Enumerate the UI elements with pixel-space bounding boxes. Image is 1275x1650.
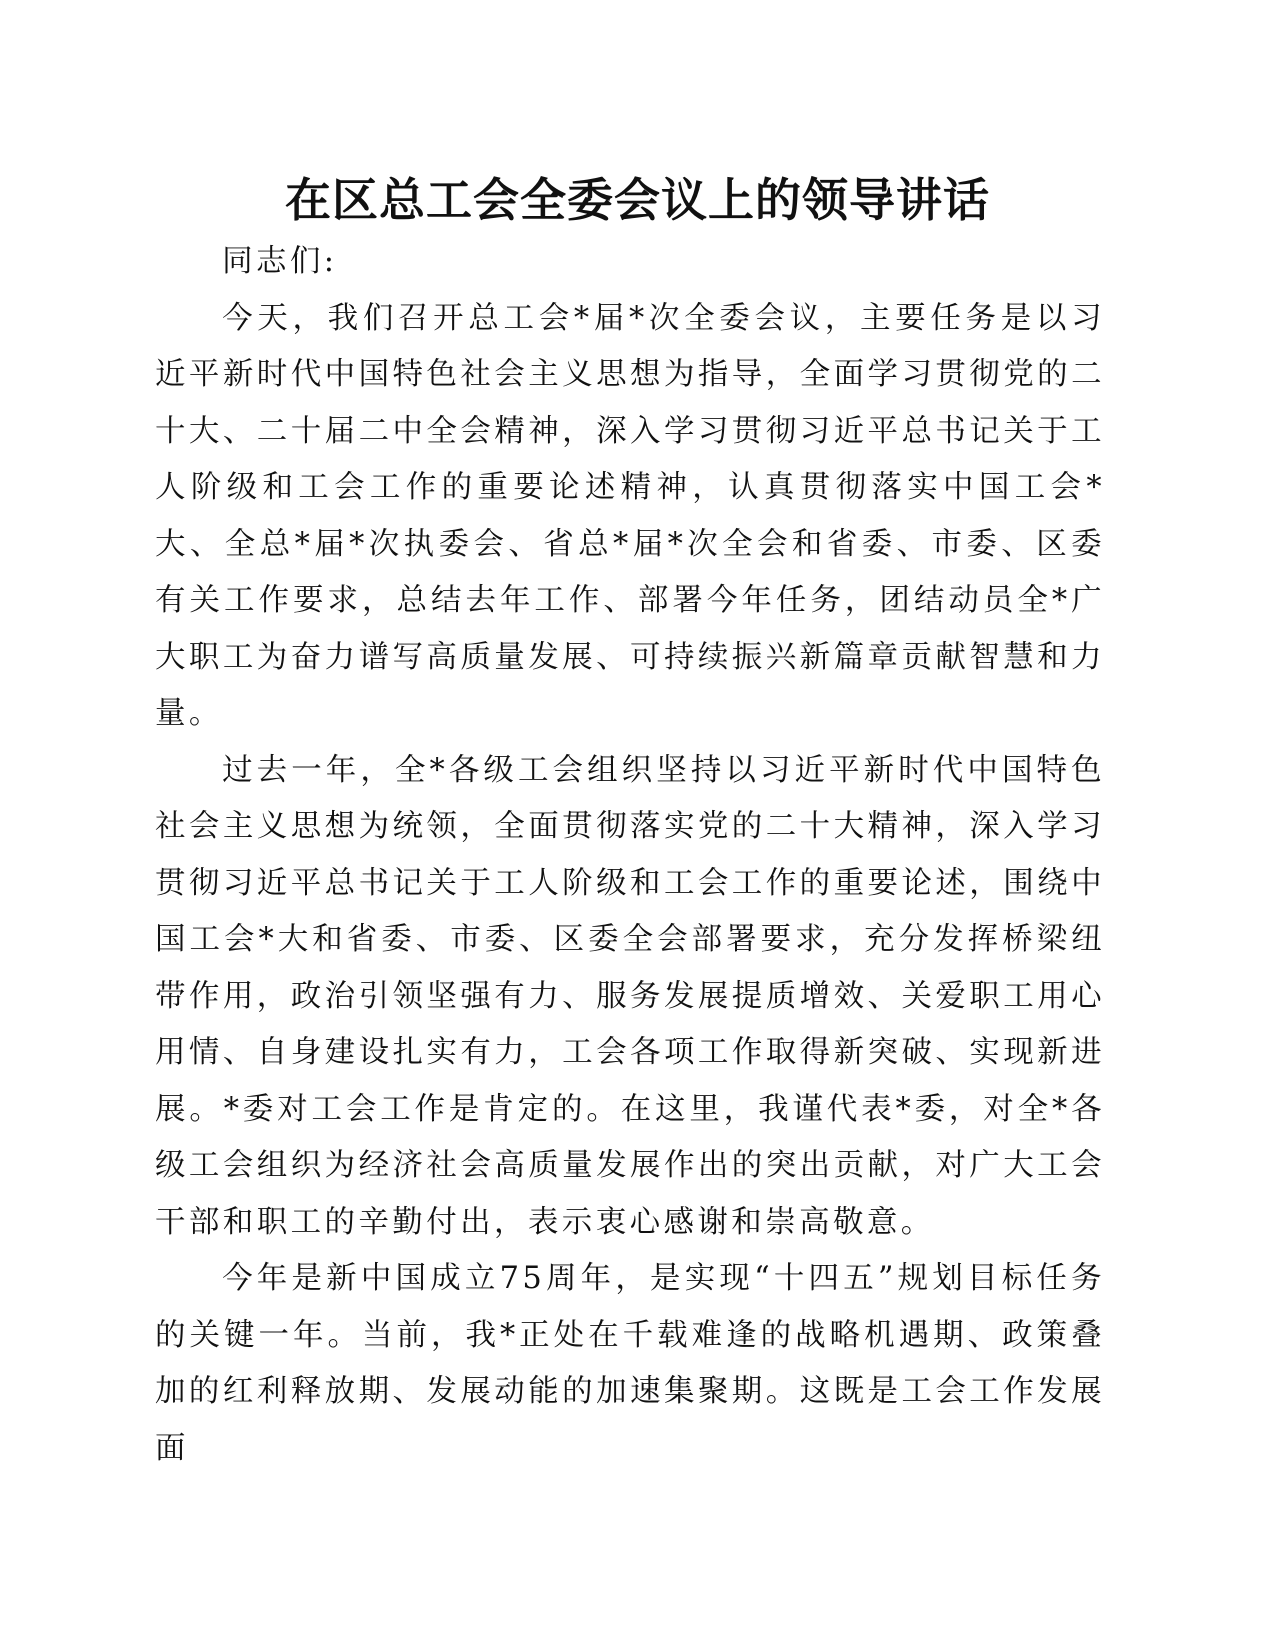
- paragraph: 过去一年，全*各级工会组织坚持以习近平新时代中国特色社会主义思想为统领，全面贯彻落实党的二十大精神，深入学习贯彻习近平总书记关于工人阶级和工会工作的重要论述，围绕中国工会*大和省委、市委、区委全会部署要求，充分发挥桥梁纽带作用，政治引领坚强有力、服务发展提质增效、关爱职工用心用情、自身建设扎实有力，工会各项工作取得新突破、实现新进展。*委对工会工作是肯定的。在这里，我谨代表*委，对全*各级工会组织为经济社会高质量发展作出的突出贡献，对广大工会干部和职工的辛勤付出，表示衷心感谢和崇高敬意。: [155, 752, 1105, 1240]
- document-title: 在区总工会全委会议上的领导讲话: [285, 173, 990, 227]
- paragraph: 今年是新中国成立75周年，是实现“十四五”规划目标任务的关键一年。当前，我*正处在千载难逢的战略机遇期、政策叠加的红利释放期、发展动能的加速集聚期。这既是工会工作发展面: [155, 1261, 1105, 1466]
- paragraph: 今天，我们召开总工会*届*次全委会议，主要任务是以习近平新时代中国特色社会主义思想为指导，全面学习贯彻党的二十大、二十届二中全会精神，深入学习贯彻习近平总书记关于工人阶级和工会工作的重要论述精神，认真贯彻落实中国工会*大、全总*届*次执委会、省总*届*次全会和省委、市委、区委有关工作要求，总结去年工作、部署今年任务，团结动员全*广大职工为奋力谱写高质量发展、可持续振兴新篇章贡献智慧和力量。: [155, 300, 1105, 731]
- greeting: 同志们:: [222, 244, 338, 279]
- document-body: [155, 234, 1105, 1477]
